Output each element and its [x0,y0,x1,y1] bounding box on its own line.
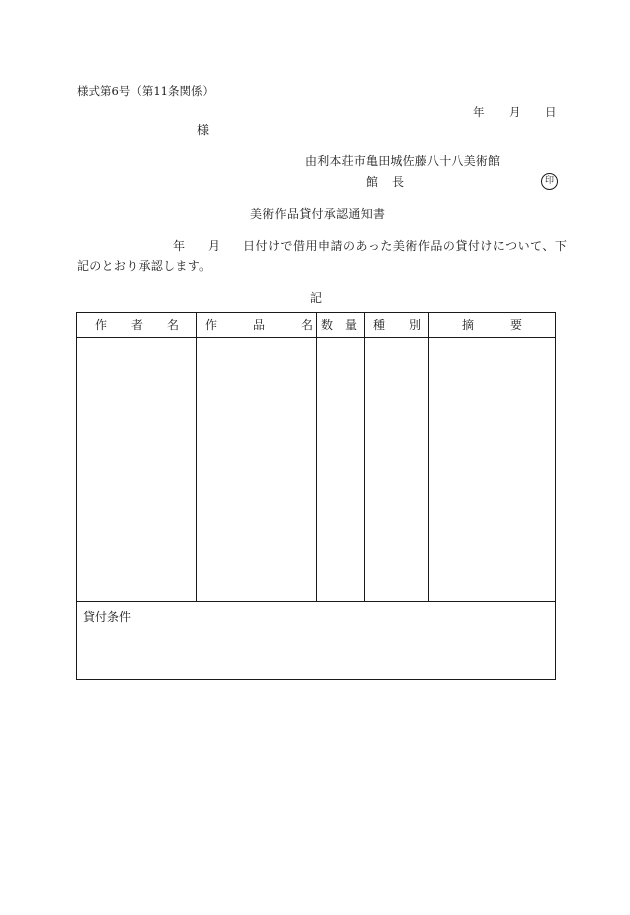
body-text-line2: 記のとおり承認します。 [77,259,212,273]
column-divider [196,313,197,602]
header-note: 摘 要 [462,318,523,332]
document-title: 美術作品貸付承認通知書 [250,207,386,221]
date-day-label: 日 [545,105,557,119]
issuer-title-char2: 長 [392,175,405,189]
body-month-label: 月 [208,239,221,253]
column-divider [316,313,317,602]
header-author: 作 者 名 [95,318,180,332]
addressee-honorific: 様 [197,123,210,137]
artwork-table [76,312,556,680]
seal-icon: 印 [541,173,558,190]
issuer-title-char1: 館 [366,175,379,189]
column-divider [428,313,429,602]
body-text-line1: 日付けで借用申請のあった美術作品の貸付けについて、下 [243,239,568,253]
issuer-name: 由利本荘市亀田城佐藤八十八美術館 [305,154,501,168]
loan-conditions-label: 貸付条件 [83,610,132,624]
header-work: 作 品 名 [205,318,314,332]
date-year-label: 年 [473,105,485,119]
ki-label: 記 [310,291,323,305]
date-month-label: 月 [509,105,521,119]
body-year-label: 年 [173,239,186,253]
form-number: 様式第6号（第11条関係） [77,84,214,98]
header-quantity: 数 量 [321,318,358,332]
header-kind: 種 別 [373,318,422,332]
column-divider [364,313,365,602]
issuer-title [366,176,404,188]
